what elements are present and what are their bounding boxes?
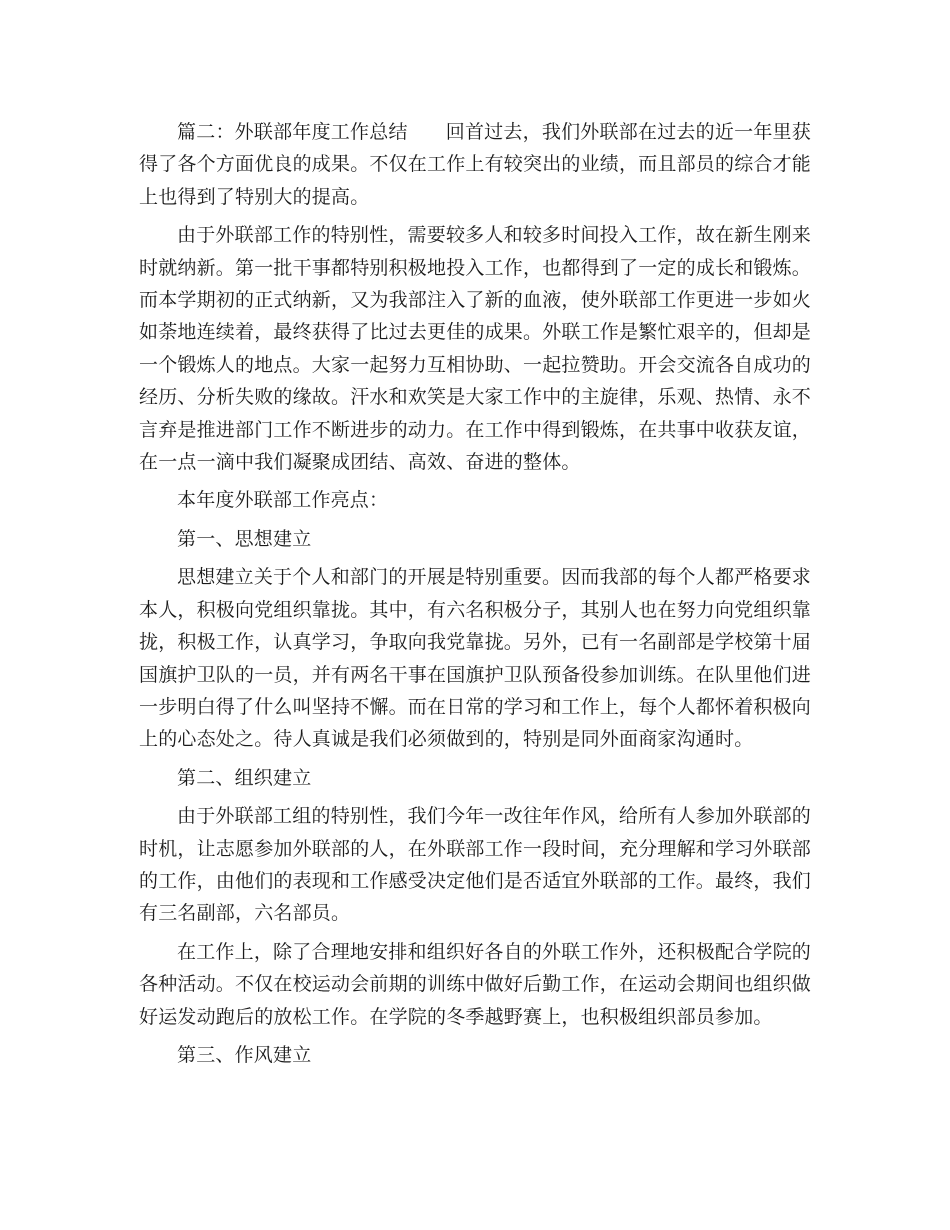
section-heading-organization: 第二、组织建立 [177,766,312,789]
paragraph-recruitment: 由于外联部工作的特别性，需要较多人和较多时间投入工作，故在新生刚来时就纳新。第一批干事都特别积极地投入工作，也都得到了一定的成长和锻炼。而本学期初的正式纳新，又为我部注入了新的血液，使外联部工作更进一步如火如荼地连续着，最终获得了比过去更佳的成果。外联工作是繁忙艰辛的，但却是一个锻炼人的地点。大家一起努力互相协助、一起拉赞助。开会交流各自成功的经历、分析失败的缘故。汗水和欢笑是大家工作中的主旋律，乐观、热情、永不言弃是推进部门工作不断进步的动力。在工作中得到锻炼，在共事中收获友谊，在一点一滴中我们凝聚成团结、高效、奋进的整体。 [139,224,812,474]
section-heading-style: 第三、作风建立 [177,1043,312,1066]
paragraph-organization: 由于外联部工组的特别性，我们今年一改往年作风，给所有人参加外联部的时机，让志愿参加外联部的人，在外联部工作一段时间，充分理解和学习外联部的工作，由他们的表现和工作感受决定他们是否适宜外联部的工作。最终，我们有三名副部，六名部员。 [139,805,812,925]
intro-paragraph [139,116,811,213]
paragraph-ideology: 思想建立关于个人和部门的开展是特别重要。因而我部的每个人都严格要求本人，积极向党组织靠拢。其中，有六名积极分子，其别人也在努力向党组织靠拢，积极工作，认真学习，争取向我党靠拢。另外，已有一名副部是学校第十届国旗护卫队的一员，并有两名干事在国旗护卫队预备役参加训练。在队里他们进一步明白得了什么叫坚持不懈。而在日常的学习和工作上，每个人都怀着积极向上的心态处之。待人真诚是我们必须做到的，特别是同外面商家沟通时。 [139,566,812,751]
paragraph-activities: 在工作上，除了合理地安排和组织好各自的外联工作外，还积极配合学院的各种活动。不仅在校运动会前期的训练中做好后勤工作，在运动会期间也组织做好运发动跑后的放松工作。在学院的冬季越野赛上，也积极组织部员参加。 [139,940,812,1028]
highlights-heading: 本年度外联部工作亮点： [177,489,389,512]
document-body [139,116,811,1077]
document-title: 篇二：外联部年度工作总结 [177,121,408,143]
section-heading-ideology: 第一、思想建立 [177,527,312,550]
intro-text: 回首过去，我们外联部在过去的近一年里获得了各个方面优良的成果。不仅在工作上有较突出的业绩，而且部员的综合才能上也得到了特别大的提高。 [139,121,812,208]
